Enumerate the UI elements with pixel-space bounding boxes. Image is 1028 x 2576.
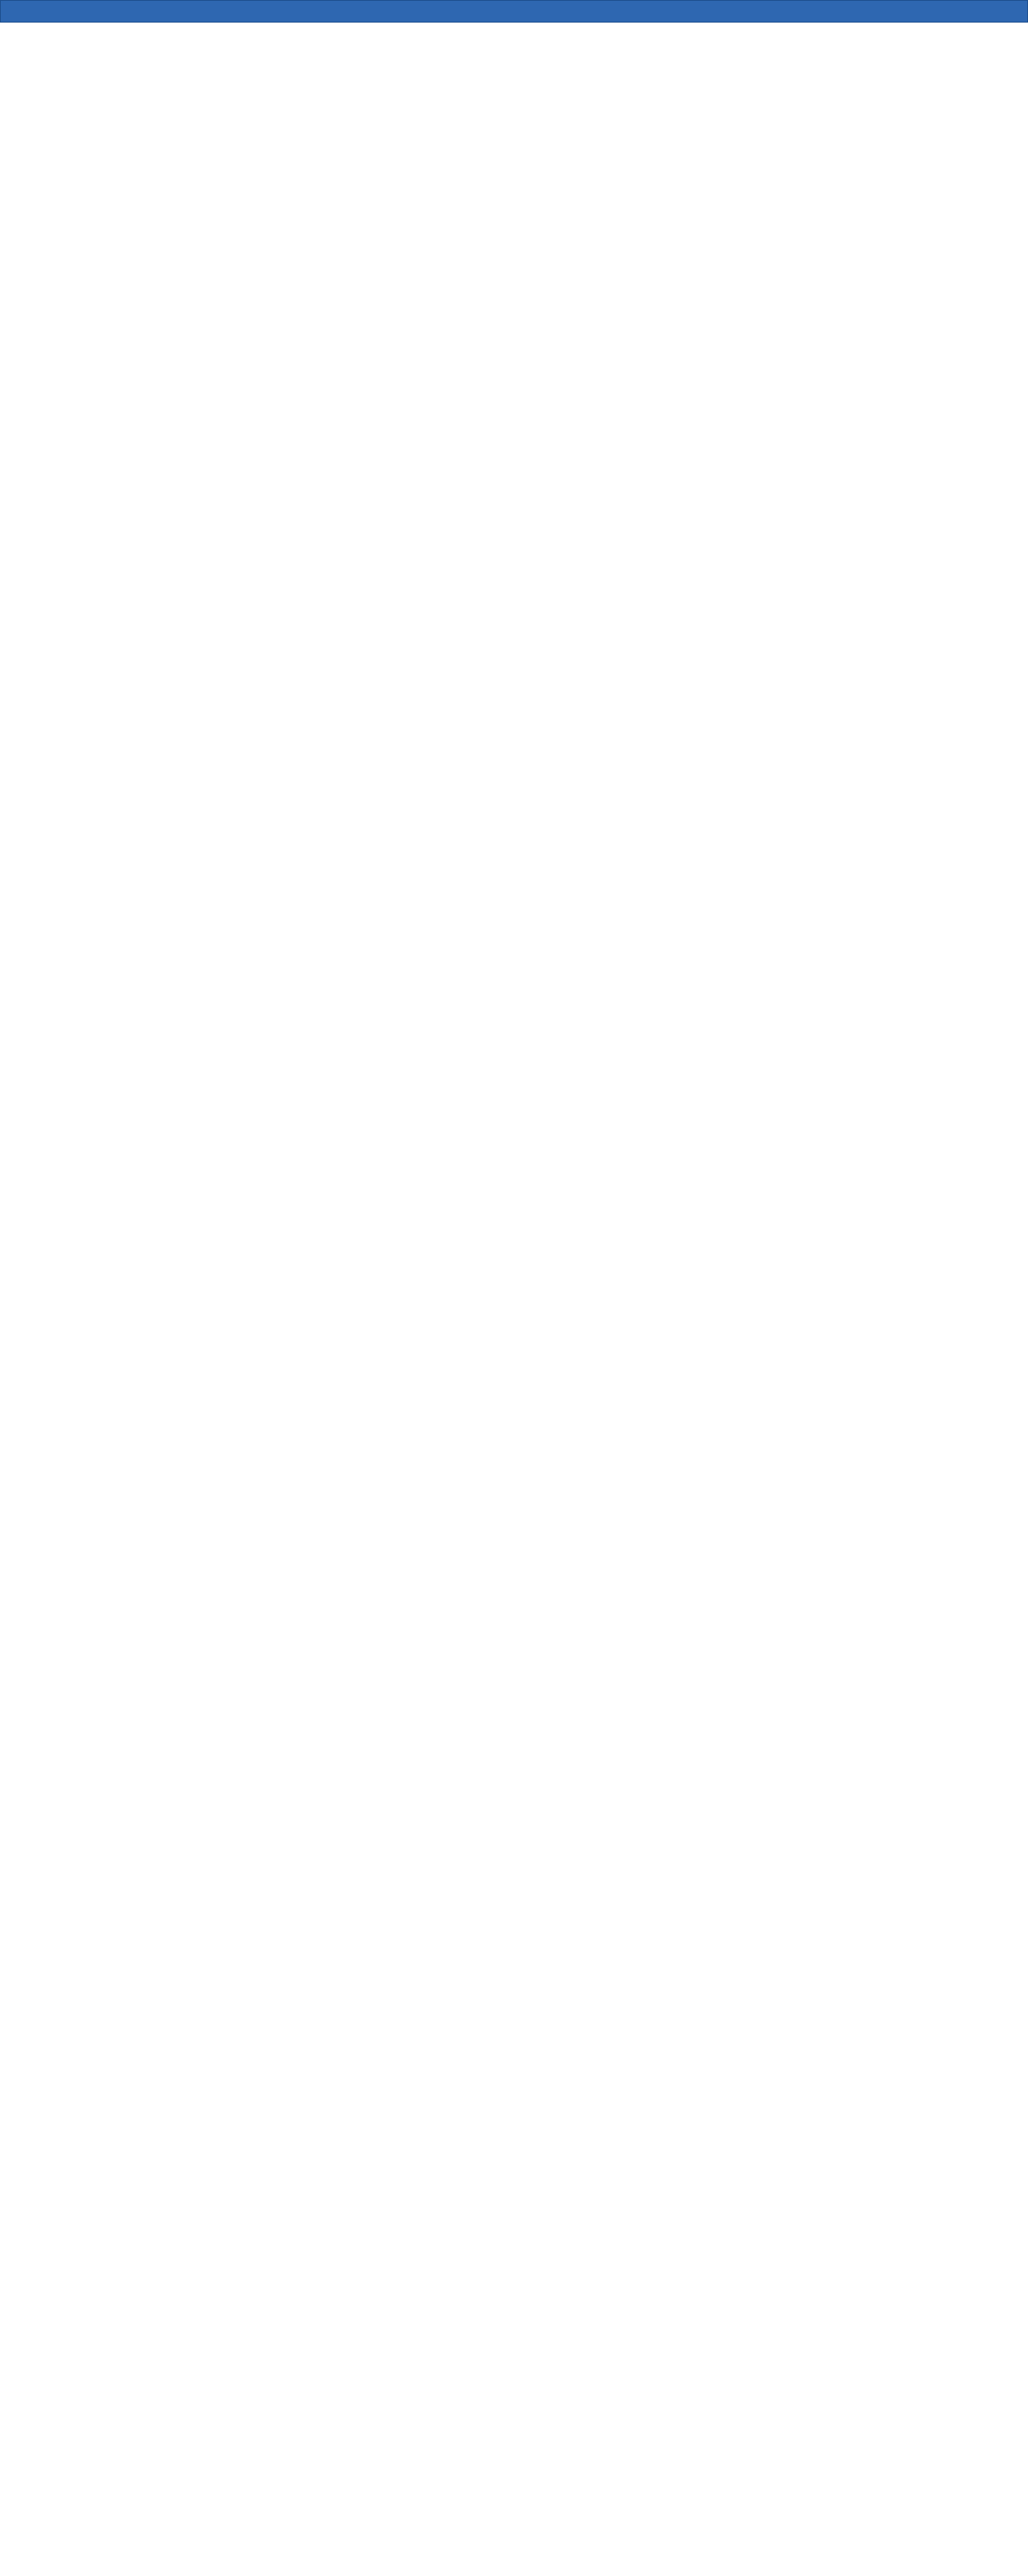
page-title	[0, 0, 1028, 23]
